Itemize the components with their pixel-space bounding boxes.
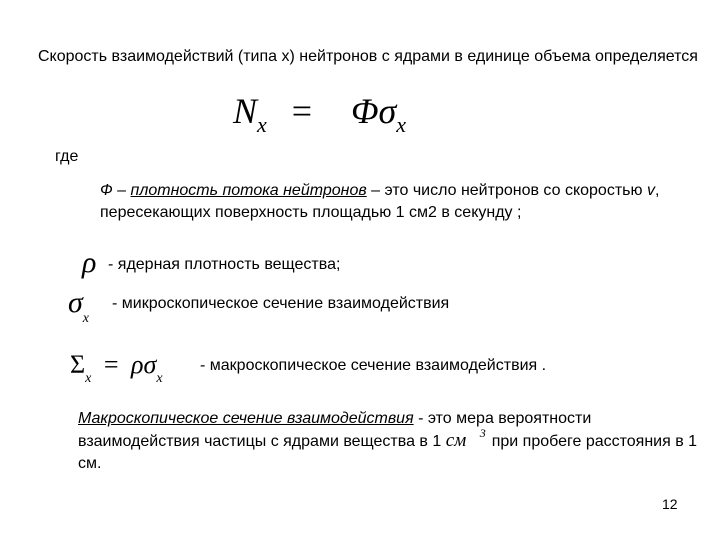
symbol-phi: Φ	[351, 91, 379, 131]
phi-text-1: – это число нейтронов со скоростью	[366, 182, 647, 199]
macro-definition: - макроскопическое сечение взаимодействия .	[200, 357, 547, 374]
macro-subscript: x	[85, 371, 92, 386]
equals-sign: =	[291, 91, 313, 131]
sigma-subscript: x	[82, 311, 90, 326]
definition-term: Макроскопическое сечение взаимодействия	[78, 410, 414, 427]
intro-paragraph: Скорость взаимодействий (типа х) нейтронов с ядрами в единице объема определяется	[38, 48, 698, 65]
page-number: 12	[662, 496, 678, 512]
where-label: где	[55, 148, 79, 165]
subscript-x: x	[257, 112, 267, 137]
macro-equals: =	[103, 350, 119, 379]
sigma-definition: - микроскопическое сечение взаимодействия	[112, 295, 450, 312]
phi-term: плотность потока нейтронов	[130, 182, 367, 199]
unit-cm: см	[445, 430, 467, 451]
phi-v: v	[646, 182, 655, 199]
sigma-formula	[68, 286, 89, 327]
symbol-n: N	[233, 91, 258, 131]
phi-dash: –	[112, 182, 131, 199]
macro-cross-section-definition	[78, 408, 698, 475]
macro-subscript-2: x	[156, 371, 163, 386]
definition-text-1: - это мера вероятности взаимодействия частицы с ядрами вещества в 1	[78, 410, 592, 450]
formula-reaction-rate	[233, 90, 406, 138]
sigma-symbol: σ	[68, 286, 83, 319]
unit-exponent: 3	[479, 426, 486, 440]
rho-definition: - ядерная плотность вещества;	[108, 256, 341, 273]
rho-symbol: ρ	[82, 246, 97, 279]
capital-sigma-symbol: Σ	[70, 350, 86, 379]
macro-rho: ρ	[131, 350, 144, 379]
phi-symbol-text: Ф	[100, 182, 113, 199]
unit-cm3	[445, 426, 492, 452]
subscript-x: x	[396, 112, 407, 137]
definition-text-2: при пробеге расстояния в 1 см.	[78, 433, 698, 472]
macro-sigma: σ	[143, 350, 157, 379]
phi-text-2: , пересекающих поверхность площадью 1 см2 в секунду ;	[100, 182, 660, 221]
phi-definition	[100, 180, 660, 224]
symbol-sigma: σ	[378, 91, 397, 131]
macro-formula	[70, 350, 163, 387]
